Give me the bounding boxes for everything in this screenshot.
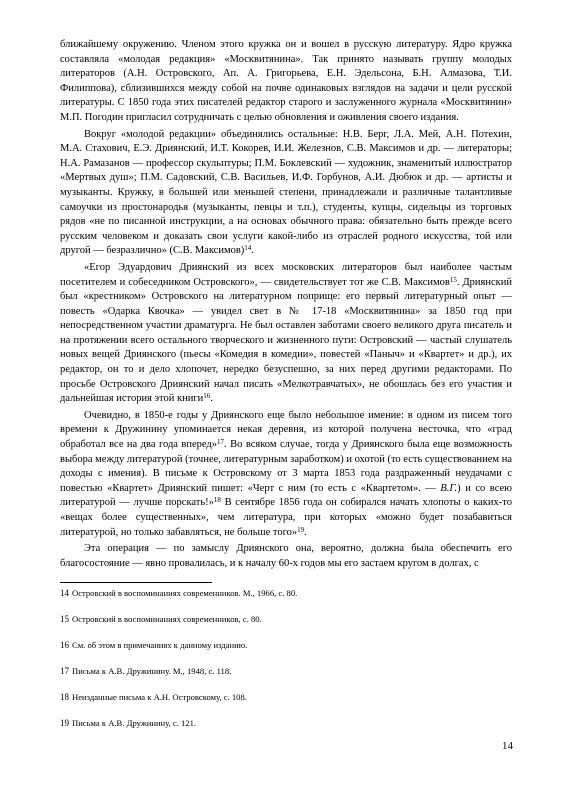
footnote-ref-18[interactable]: 18 — [213, 496, 221, 505]
footnote-18 — [60, 692, 512, 703]
footnote-ref-14[interactable]: 14 — [244, 244, 252, 253]
footnote-ref-19[interactable]: 19 — [297, 525, 305, 534]
footnote-19 — [60, 718, 512, 729]
paragraph-4 — [60, 409, 512, 540]
footnote-number: 17 — [60, 666, 69, 676]
paragraph-3 — [60, 261, 512, 407]
paragraph-text: . — [304, 526, 307, 538]
body-text — [60, 38, 512, 573]
footnote-text: См. об этом в примечаниях к данному изданию. — [72, 640, 248, 650]
paragraph-text: ) и со всею литературой — лучше порскать!» — [60, 482, 512, 509]
paragraph-text: Очевидно, в 1850-е годы у Дриянского еще было небольшое имение: в одном из писем того времени к Дружинину упоминается некая деревня, из которой получена весточка, что «град обработал все на два года вперед» — [60, 409, 512, 451]
paragraph-text: . Во всяком случае, тогда у Дриянского была еще возможность выбора между литературой (точнее, литературным заработком) и охотой (то есть существованием на доходы с имения). В письме к Островскому от 3 марта 1853 года раздраженный неудачами с повестью «Квартет» Дриянский пишет: «Черт с ним (то есть с «Квартетом». — — [60, 439, 512, 494]
paragraph-text: В сентябре 1856 года он собирался начать хлопоты о каких-то «вещах более существенных», чем литература, при которых «можно будет позабавиться литературой, но только забавляться, не больше того» — [60, 497, 512, 538]
footnote-14 — [60, 588, 512, 599]
footnote-17 — [60, 666, 512, 677]
paragraph-5 — [60, 542, 512, 571]
author-initials: В.Г. — [440, 482, 458, 494]
paragraph-1 — [60, 38, 512, 126]
footnote-number: 19 — [60, 718, 69, 728]
footnote-text: Неизданные письма к А.Н. Островскому, с. 108. — [72, 692, 247, 702]
paragraph-text: . Дриянский был «крестником» Островского на литературном поприще: его первый литературный опыт — повесть «Одарка Квочка» — увидел свет в № 17-18 «Москвитянина» за 1850 год при непосредственном участии драматурга. Не был оставлен заботами своего великого друга писатель и на протяжении всего остального творческого и жизненного пути: Островский — частый слушатель новых вещей Дриянского (пьесы «Комедия в комедии», повестей «Паныч» и «Квартет» и др.), их редактор, он то и дело хлопочет, нередко безуспешно, за них перед другими редакторами. По просьбе Островского Дриянский начал писать «Мелкотравчатых», не обошлась без его участия и дальнейшая история этой книги — [60, 276, 512, 405]
footnote-number: 14 — [60, 588, 69, 598]
footnote-divider — [60, 582, 212, 583]
footnote-15 — [60, 614, 512, 625]
footnote-number: 18 — [60, 692, 69, 702]
paragraph-text: Эта операция — по замыслу Дриянского она, вероятно, должна была обеспечить его благосостояние — явно провалилась, и к началу 60-х годов мы его застаем кругом в долгах, с — [60, 543, 512, 569]
footnote-text: Письма к А.В. Дружинину. М., 1948, с. 118. — [72, 666, 232, 676]
paragraph-text: Вокруг «молодой редакции» объединялись остальные: Н.В. Берг, Л.А. Мей, А.Н. Потехин, М.А. Стахович, Е.Э. Дриянский, И.Т. Кокорев, И.И. Железнов, С.В. Максимов и др. — литераторы; Н.А. Рамазанов — профессор скульптуры; П.М. Боклевский — художник, знаменитый иллюстратор «Мертвых душ»; П.М. Садовский, С.В. Васильев, И.Ф. Горбунов, А.И. Дюбюк и др. — артисты и музыканты. Кружку, в большей или меньшей степени, принадлежали и различные талантливые самоучки из простонародья (музыканты, певцы и т.п.), студенты, купцы, сидельцы из торговых рядов «не по писанной инструкции, а на основах обычного права: обязательно быть прежде всего русским человеком и доказать свои услуги какой-либо из отраслей родного искусства, той или другой — безразлично» (С.В. Максимов) — [60, 128, 512, 257]
paragraph-text: ближайшему окружению. Членом этого кружка он и вошел в русскую литературу. Ядро кружка составляла «молодая редакция» «Москвитянина». Так принято называть группу молодых литераторов (А.Н. Островского, Ап. А. Григорьева, Е.Н. Эдельсона, Б.Н. Алмазова, Т.И. Филиппова), сблизившихся между собой на почве одинаковых взглядов на задачи и цели русской литературы. С 1850 года этих писателей редактор старого и заслуженного журнала «Москвитянин» М.П. Погодин пригласил сотрудничать с целью обновления и оживления своего издания. — [60, 39, 512, 123]
footnote-16 — [60, 640, 512, 651]
page-number: 14 — [502, 740, 513, 752]
paragraph-text: «Егор Эдуардович Дриянский из всех московских литераторов был наиболее частым посетителем и собеседником Островского», — свидетельствует тот же С.В. Максимов — [60, 261, 512, 288]
footnote-text: Письма к А.В. Дружинину, с. 121. — [72, 718, 197, 728]
footnote-ref-17[interactable]: 17 — [217, 438, 225, 447]
footnote-text: Островский в воспоминаниях современников. М., 1966, с. 80. — [72, 588, 298, 598]
footnote-ref-15[interactable]: 15 — [449, 275, 457, 284]
footnote-number: 15 — [60, 614, 69, 624]
footnote-ref-16[interactable]: 16 — [203, 392, 211, 401]
paragraph-2: Вокруг «молодой редакции» объединялись остальные: Н.В. Берг, Л.А. Мей, А.Н. Потехин, М.А. Стахович, Е.Э. Дриянский, И.Т. Кокорев, И.И. Железнов, С.В. Максимов и др. — литераторы; Н.А. Рамазанов — профессор скульптуры; П.М. Боклевский — художник, знаменитый иллюстратор «Мертвых душ»; П.М. Садовский, С.В. Васильев, И.Ф. Горбунов, А.И. Дюбюк и др. — артисты и музыканты. Кружку, в большей или меньшей степени, принадлежали и различные талантливые самоучки из простонародья (музыканты, певцы и т.п.), студенты, купцы, сидельцы из торговых рядов «не по писанной инструкции, а на основах обычного права: обязательно быть прежде всего русским человеком и доказать свои услуги какой-либо из отраслей родного искусства, той или другой — безразлично» (С.В. Максимов)$^{14}$. — [60, 128, 512, 257]
footnote-text: Островский в воспоминаниях современников, с. 80. — [72, 614, 262, 624]
paragraph-text: . — [210, 393, 213, 405]
footnote-number: 16 — [60, 640, 69, 650]
